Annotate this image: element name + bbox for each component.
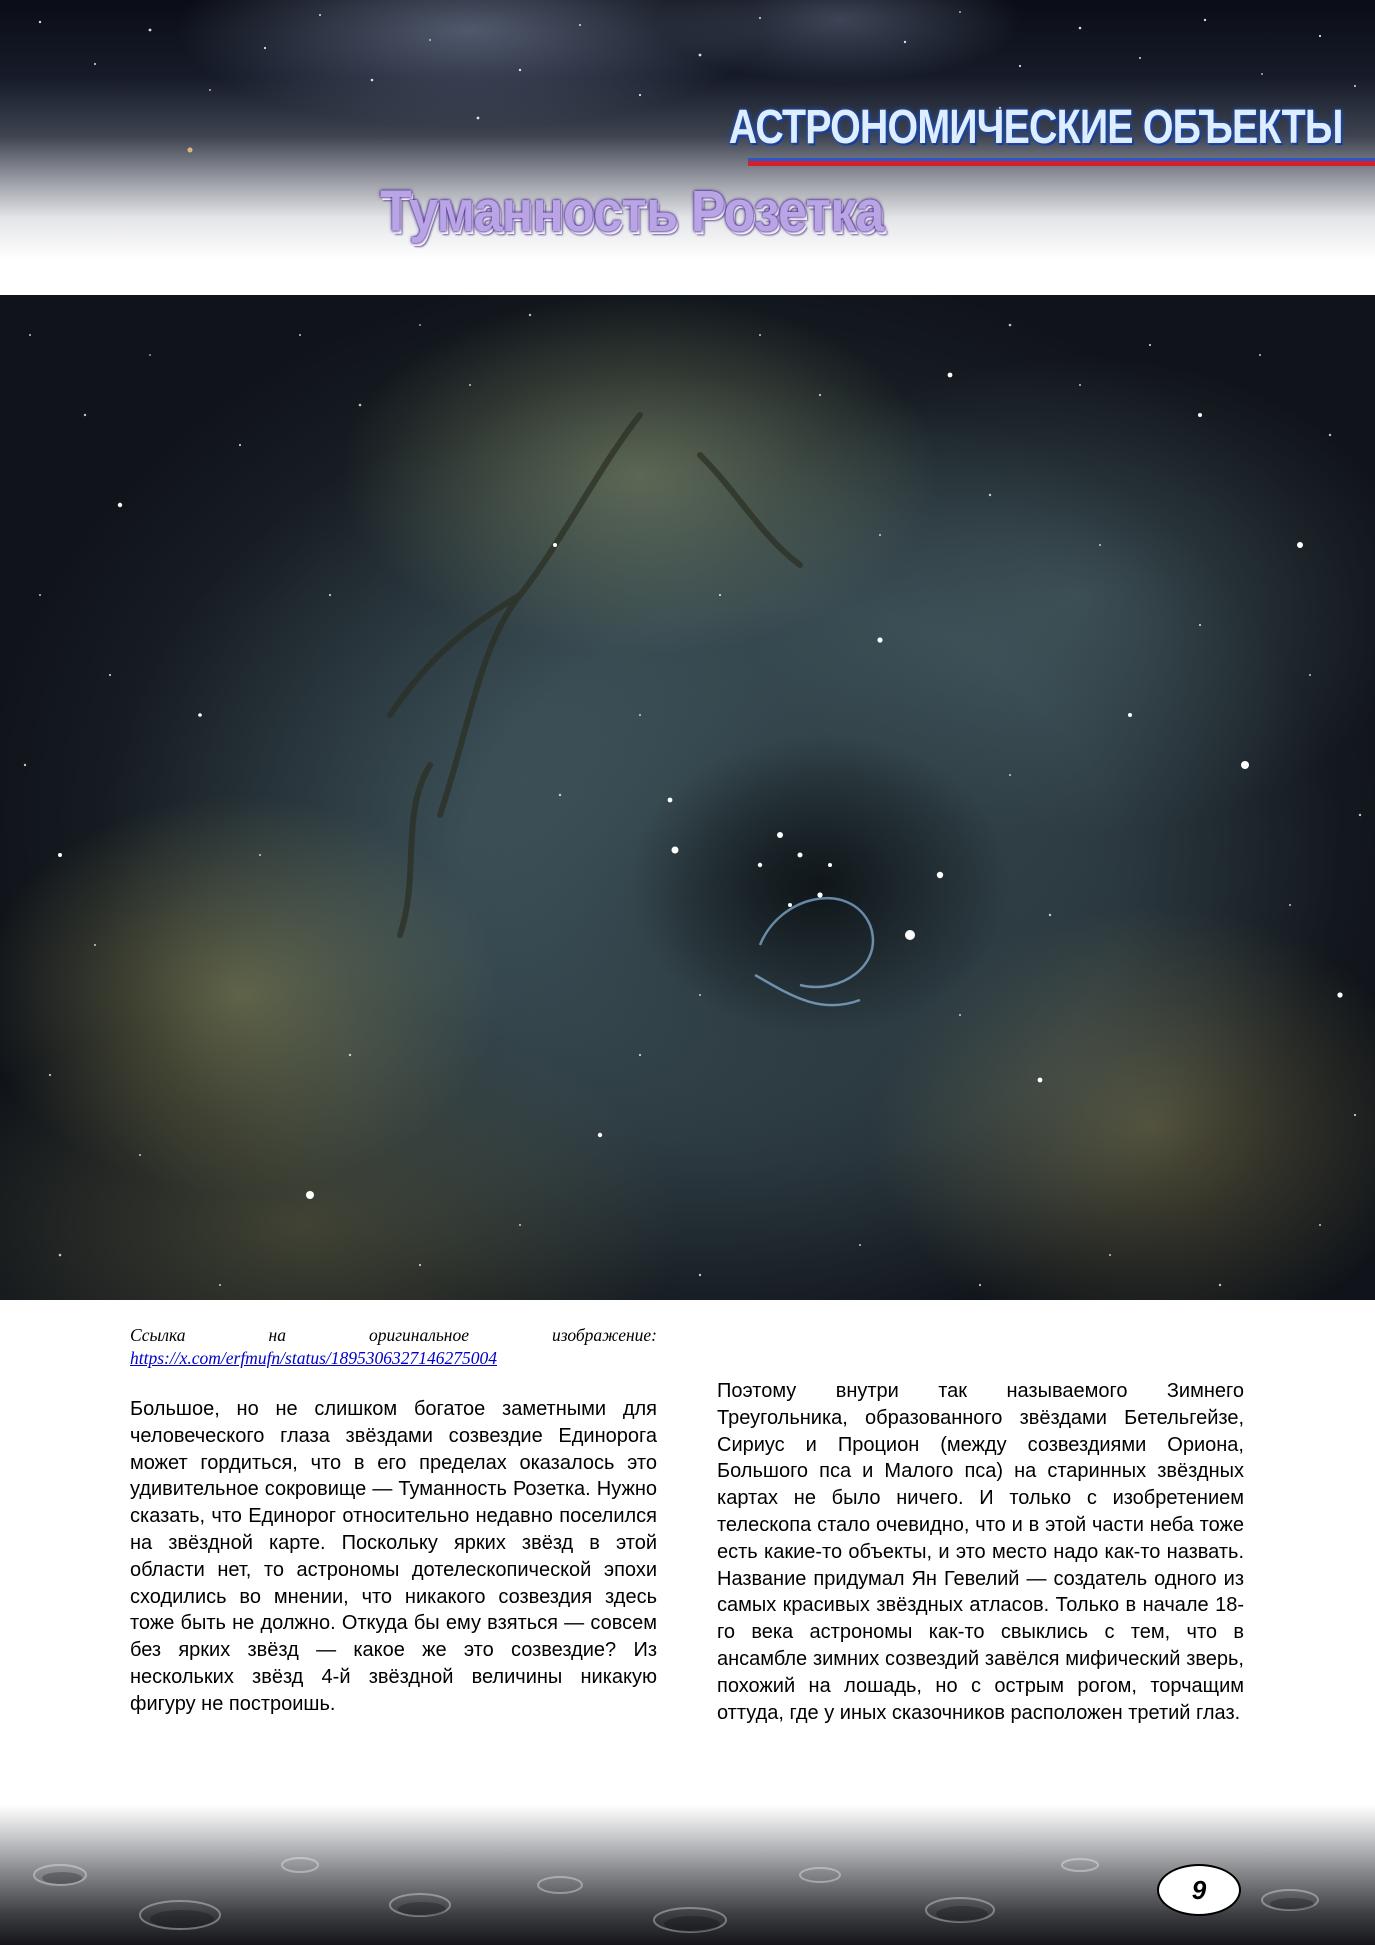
- image-caption-label: Ссылка на оригинальное изображение:: [130, 1325, 657, 1345]
- image-source-link[interactable]: https://x.com/erfmufn/status/1895306327146275004: [130, 1348, 498, 1368]
- section-title-underline: [748, 158, 1375, 166]
- section-title: АСТРОНОМИЧЕСКИЕ ОБЪЕКТЫ: [729, 101, 1343, 154]
- rosette-nebula-image: [0, 295, 1375, 1300]
- article-text-right-column: Поэтому внутри так называемого Зимнего Треугольника, образованного звёздами Бетельгейзе, Сириус и Процион (между созвездиями Ориона, Большого пса и Малого пса) на старинных звёздных картах не было ничего. И только с изобретением телескопа стало очевидно, что и в этой части неба тоже есть какие-то объекты, и это место надо как-то назвать. Название придумал Ян Гевелий — создатель одного из самых красивых звёздных атласов. Только в начале 18-го века астрономы как-то свыклись с тем, что в ансамбле зимних созвездий завёлся мифический зверь, похожий на лошадь, но с острым рогом, торчащим оттуда, где у иных сказочников расположен третий глаз.: [717, 1380, 1244, 1724]
- article-text-left-column: Большое, но не слишком богатое заметными для человеческого глаза звёздами созвездие Единорога может гордиться, что в его пределах оказалось это удивительное сокровище — Туманность Розетка. Нужно сказать, что Единорог относительно недавно поселился на звёздной карте. Поскольку ярких звёзд в этой области нет, то астрономы дотелескопической эпохи сходились во мнении, что никакого созвездия здесь тоже быть не должно. Откуда бы ему взяться — совсем без ярких звёзд — какое же это созвездие? Из нескольких звёзд 4-й звёздной величины никакую фигуру не построишь.: [130, 1398, 657, 1715]
- page-number-badge: [1157, 1864, 1241, 1916]
- header-banner: [0, 0, 1375, 295]
- nebula-detail: [0, 295, 1375, 1300]
- page-number: 9: [1191, 1874, 1207, 1905]
- article-title: Туманность Розетка: [380, 179, 884, 244]
